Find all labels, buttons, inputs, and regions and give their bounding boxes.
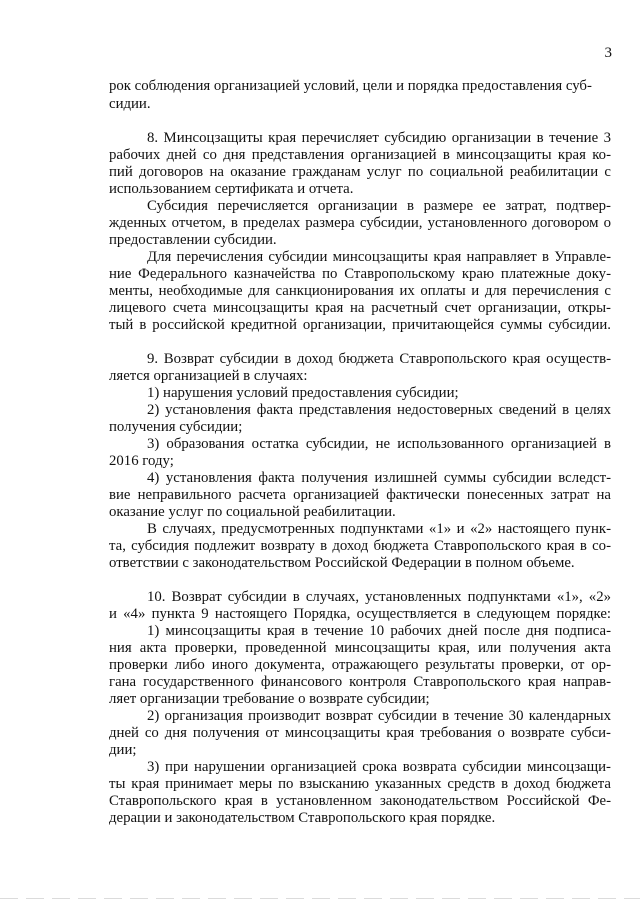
text-line: 1) минсоцзащиты края в течение 10 рабочих дней после дня подписа- [147, 623, 611, 639]
text-line: 9. Возврат субсидии в доход бюджета Ставропольского края осуществ- [147, 351, 611, 367]
text-line: оказание услуг по социальной реабилитации. [109, 504, 396, 520]
text-line: получения субсидии; [109, 419, 243, 435]
text-line: пий договоров на оказание гражданам услуг по социальной реабилитации с [109, 164, 611, 180]
text-line: использованием сертификата и отчета. [109, 181, 354, 197]
text-line: В случаях, предусмотренных подпунктами «1» и «2» настоящего пунк- [147, 521, 611, 537]
text-line: 3) при нарушении организацией срока возврата субсидии минсоцзащи- [147, 759, 611, 775]
text-line: тый в российской кредитной организации, причитающейся суммы субсидии. [109, 317, 611, 333]
text-line: 2) установления факта представления недостоверных сведений в целях [147, 402, 611, 418]
page-number: 3 [604, 45, 612, 61]
text-line: ответствии с законодательством Российской Федерации в полном объеме. [109, 555, 575, 571]
text-line: дерации и законодательством Ставропольского края порядке. [109, 810, 496, 826]
text-line: и «4» пункта 9 настоящего Порядка, осуществляется в следующем порядке: [109, 606, 611, 622]
text-line: гана государственного финансового контроля Ставропольского края направ- [109, 674, 611, 690]
text-line: ты края принимает меры по взысканию указанных средств в доход бюджета [109, 776, 611, 792]
text-line: лицевого счета минсоцзащиты края на расчетный счет организации, откры- [109, 300, 611, 316]
text-line: 4) установления факта получения излишней суммы субсидии вследст- [147, 470, 611, 486]
text-line: предоставлении субсидии. [109, 232, 277, 248]
text-line: Ставропольского края в установленном законодательством Российской Фе- [109, 793, 611, 809]
text-line: рок соблюдения организацией условий, цели и порядка предоставления суб- [109, 78, 592, 94]
text-line: 8. Минсоцзащиты края перечисляет субсидию организации в течение 3 [147, 130, 611, 146]
text-line: та, субсидия подлежит возврату в доход бюджета Ставропольского края в со- [109, 538, 611, 554]
text-line: вие неправильного расчета организацией фактически понесенных затрат на [109, 487, 611, 503]
text-line: проверки либо иного документа, отражающего результаты проверки, от ор- [109, 657, 611, 673]
text-line: Для перечисления субсидии минсоцзащиты края направляет в Управле- [147, 249, 611, 265]
text-line: рабочих дней со дня представления организацией в минсоцзащиты края ко- [109, 147, 611, 163]
text-line: ляется организацией в случаях: [109, 368, 308, 384]
text-line: ние Федерального казначейства по Ставропольскому краю платежные доку- [109, 266, 611, 282]
text-line: дии; [109, 742, 137, 758]
text-line: 10. Возврат субсидии в случаях, установленных подпунктами «1», «2» [147, 589, 611, 605]
scan-border-decoration [0, 898, 640, 899]
text-line: менты, необходимые для санкционирования их оплаты и для перечисления с [109, 283, 611, 299]
text-line: сидии. [109, 96, 151, 112]
text-line: жденных отчетом, в пределах размера субсидии, установленного договором о [109, 215, 611, 231]
text-line: дней со дня получения от минсоцзащиты края требования о возврате субси- [109, 725, 611, 741]
text-line: Субсидия перечисляется организации в размере ее затрат, подтвер- [147, 198, 611, 214]
text-line: ния акта проверки, проведенной минсоцзащиты края, или получения акта [109, 640, 611, 656]
text-line: 1) нарушения условий предоставления субсидии; [147, 385, 459, 401]
text-line: 2) организация производит возврат субсидии в течение 30 календарных [147, 708, 611, 724]
text-line: 3) образования остатка субсидии, не использованного организацией в [147, 436, 611, 452]
text-line: 2016 году; [109, 453, 174, 469]
text-line: ляет организации требование о возврате субсидии; [109, 691, 430, 707]
